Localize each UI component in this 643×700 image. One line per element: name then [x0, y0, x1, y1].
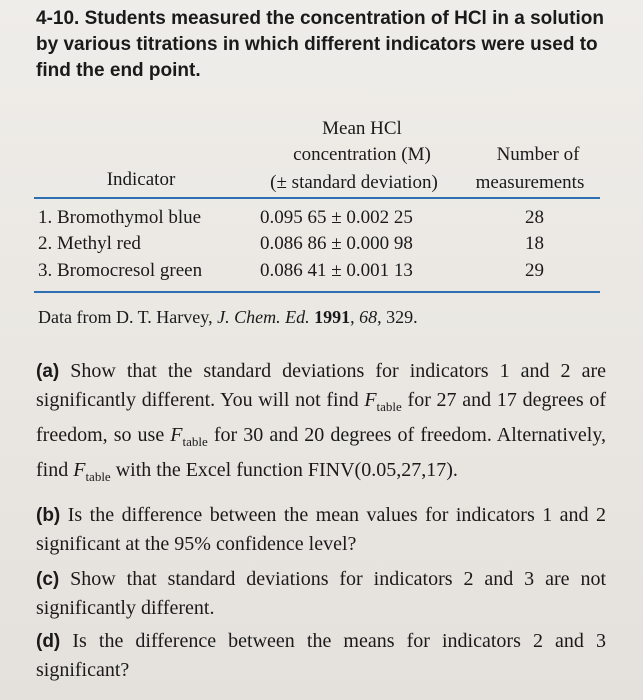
source-pages: 329.	[386, 307, 418, 327]
f-symbol: F	[73, 459, 86, 481]
f-subscript: table	[376, 399, 402, 414]
row-indicator: 2. Methyl red	[38, 233, 141, 254]
source-year: 1991	[314, 307, 351, 327]
source-prefix: Data from D. T. Harvey,	[38, 307, 213, 327]
part-b-label: (b)	[36, 505, 61, 526]
header-mean-line3: (± standard deviation)	[270, 172, 438, 193]
problem-text: Students measured the concentration of HCl in a solution by various titrations in which different indicators were used to find the end point.	[36, 8, 604, 81]
problem-statement	[36, 6, 607, 84]
part-a-text3: for 30 and 20 degrees of freedom. Alternatively, find	[36, 424, 607, 481]
data-source-note: Data from D. T. Harvey, J. Chem. Ed. 1991, 68, 329.	[38, 307, 418, 327]
row-indicator: 1. Bromothymol blue	[38, 207, 202, 228]
part-a	[36, 357, 606, 491]
row-mean: 0.086 41 ± 0.001 13	[260, 260, 413, 281]
row-indicator: 3. Bromocresol green	[38, 260, 203, 281]
f-symbol: F	[364, 389, 377, 411]
part-d	[36, 627, 606, 684]
row-mean: 0.086 86 ± 0.000 98	[260, 233, 413, 254]
row-count: 18	[525, 233, 544, 254]
row-count: 29	[525, 260, 544, 281]
header-count-line2: measurements	[475, 172, 585, 193]
problem-number: 4-10.	[36, 8, 80, 29]
source-journal: J. Chem. Ed.	[217, 307, 310, 327]
part-b-text: Is the difference between the mean values for indicators 1 and 2 significant at the 95% confidence level?	[36, 504, 607, 555]
part-a-label: (a)	[36, 361, 60, 382]
row-mean: 0.095 65 ± 0.002 25	[260, 207, 413, 228]
part-c-text: Show that standard deviations for indicators 2 and 3 are not significantly different.	[36, 568, 607, 619]
part-a-text2: for 27 and 17 degrees of freedom, so use	[36, 389, 607, 446]
part-d-text: Is the difference between the means for indicators 2 and 3 significant?	[36, 630, 606, 681]
part-a-text4: with the Excel function FINV(0.05,27,17).	[115, 459, 458, 481]
part-a-text1: Show that the standard deviations for indicators 1 and 2 are significantly different. You will not find	[36, 360, 606, 411]
f-subscript: table	[85, 469, 111, 484]
table-bottom-rule	[34, 291, 600, 293]
source-volume: 68	[359, 307, 378, 327]
part-c-label: (c)	[36, 569, 60, 590]
header-count-line1: Number of	[496, 144, 580, 165]
row-count: 28	[525, 207, 544, 228]
part-b	[36, 501, 606, 558]
f-symbol: F	[170, 424, 183, 446]
f-subscript: table	[182, 434, 208, 449]
header-indicator: Indicator	[106, 169, 176, 190]
part-d-label: (d)	[36, 631, 61, 652]
part-c	[36, 565, 606, 622]
table-top-rule	[34, 197, 600, 199]
header-mean-line2: concentration (M)	[293, 144, 431, 165]
header-mean-line1: Mean HCl	[322, 118, 402, 139]
